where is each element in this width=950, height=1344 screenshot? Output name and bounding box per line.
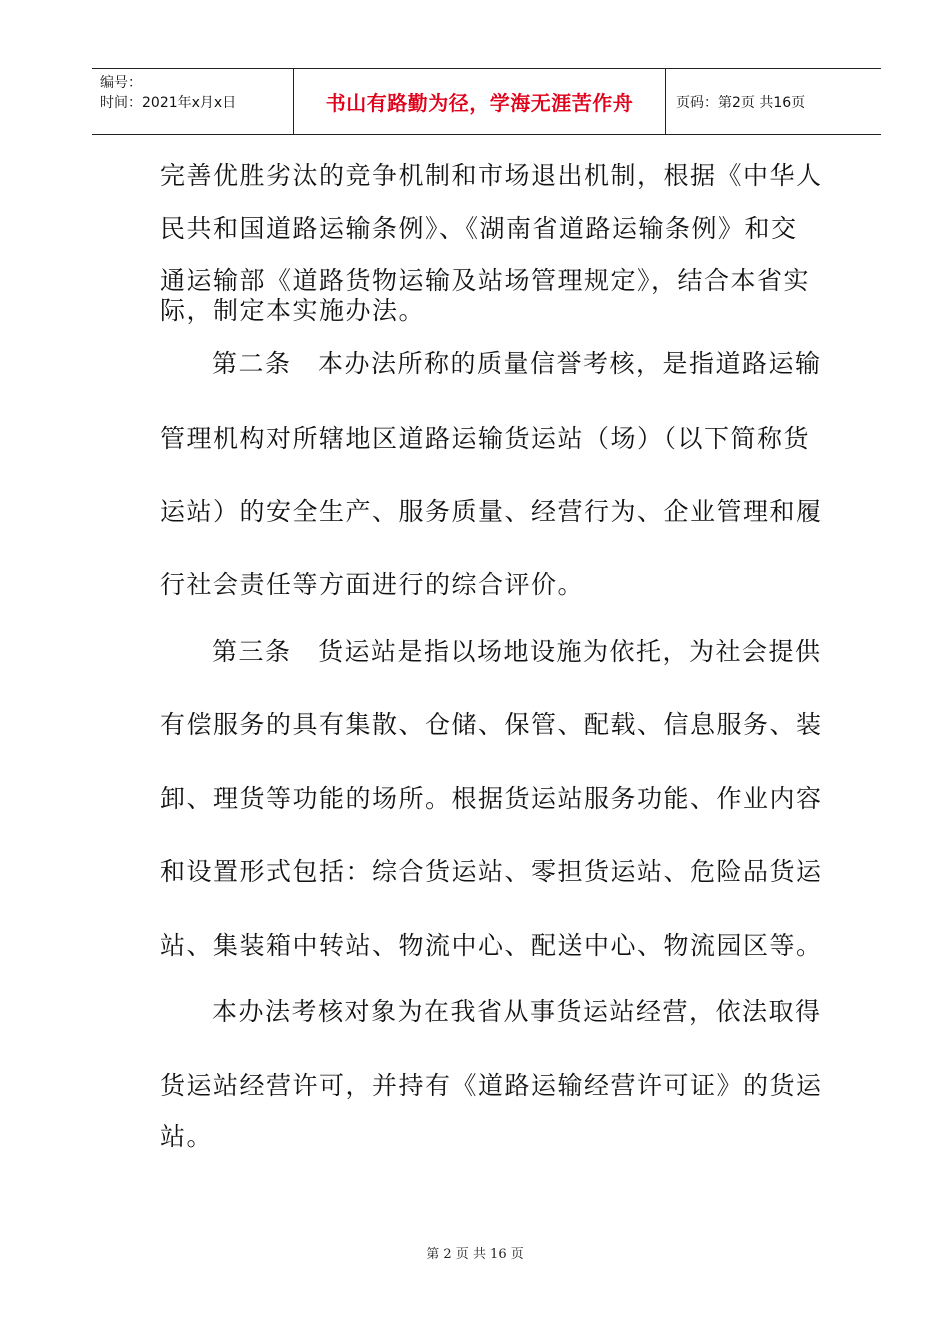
serial-label: 编号： — [100, 75, 142, 91]
header-meta — [92, 69, 294, 134]
body-line: 管理机构对所辖地区道路运输货运站（场）（以下简称货 — [160, 424, 811, 453]
body-line: 有偿服务的具有集散、仓储、保管、配载、信息服务、装 — [160, 710, 823, 739]
body-line: 通运输部《道路货物运输及站场管理规定》，结合本省实 — [160, 266, 811, 295]
body-line: 和设置形式包括：综合货运站、零担货运站、危险品货运 — [160, 857, 823, 886]
body-line: 卸、理货等功能的场所。根据货运站服务功能、作业内容 — [160, 784, 823, 813]
page-footer: 第 2 页 共 16 页 — [426, 1247, 524, 1262]
body-line: 第三条 货运站是指以场地设施为依托，为社会提供 — [212, 637, 822, 666]
header-page-info: 页码：第2页 共16页 — [676, 94, 806, 111]
body-line: 站。 — [160, 1122, 214, 1151]
header-motto: 书山有路勤为径，学海无涯苦作舟 — [294, 69, 666, 134]
page-header — [92, 68, 881, 135]
body-line: 本办法考核对象为在我省从事货运站经营，依法取得 — [212, 997, 822, 1026]
time-label: 时间：2021年x月x日 — [100, 95, 237, 111]
body-line: 行社会责任等方面进行的综合评价。 — [160, 570, 585, 599]
body-line: 站、集装箱中转站、物流中心、配送中心、物流园区等。 — [160, 931, 823, 960]
body-line: 运站）的安全生产、服务质量、经营行为、企业管理和履 — [160, 497, 823, 526]
body-line: 民共和国道路运输条例》、《湖南省道路运输条例》和交 — [160, 214, 798, 243]
body-line: 完善优胜劣汰的竞争机制和市场退出机制，根据《中华人 — [160, 161, 823, 190]
body-line: 第二条 本办法所称的质量信誉考核，是指道路运输 — [212, 349, 822, 378]
body-line: 际，制定本实施办法。 — [160, 296, 426, 325]
body-line: 货运站经营许可，并持有《道路运输经营许可证》的货运 — [160, 1071, 823, 1100]
